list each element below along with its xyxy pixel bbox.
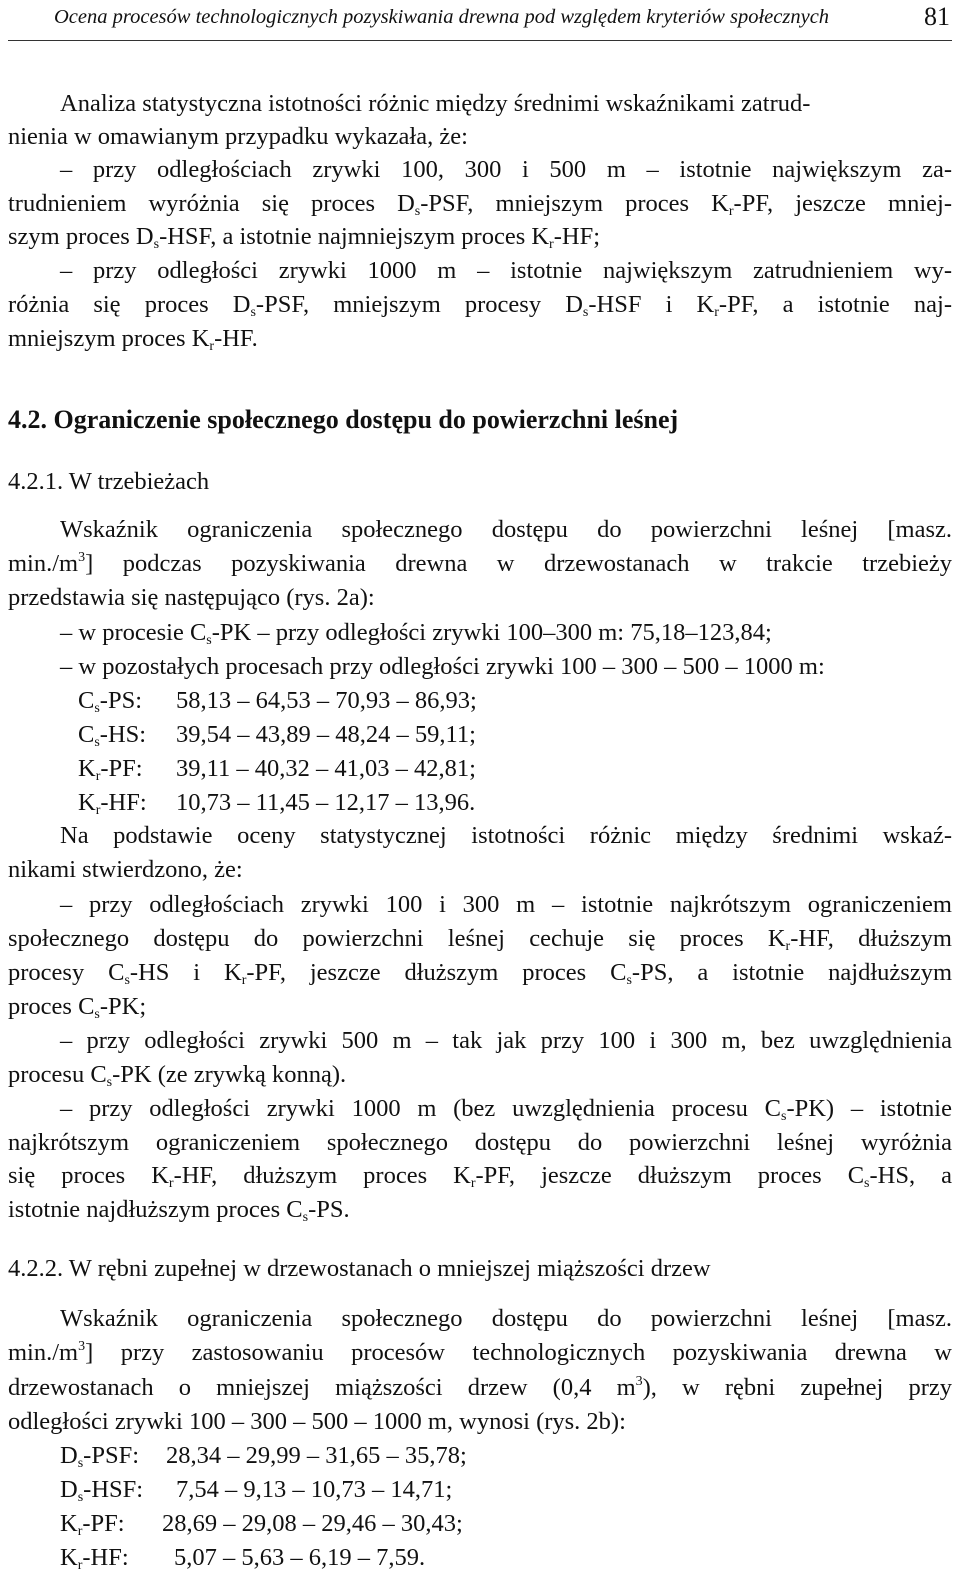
paragraph-line: – przy odległościach zrywki 100, 300 i 500 m – istotnie największym za- xyxy=(60,156,952,183)
subsection-heading: 4.2.2. W rębni zupełnej w drzewostanach o mniejszej miąższości drzew xyxy=(8,1255,711,1282)
list-item-values: 58,13 – 64,53 – 70,93 – 86,93; xyxy=(176,687,477,714)
list-item-label: $K_r-PF$: xyxy=(60,1510,125,1539)
list-item-values: 39,54 – 43,89 – 48,24 – 59,11; xyxy=(176,721,476,748)
paragraph-line: różnia się proces $D_s$-PSF, mniejszym procesy $D_s$-HSF i $K_r-PF$, a istotnie naj- xyxy=(8,291,952,320)
paragraph-line: najkrótszym ograniczeniem społecznego dostępu do powierzchni leśnej wyróżnia xyxy=(8,1129,952,1156)
paragraph-line: proces $C_s-PK$; xyxy=(8,993,147,1022)
paragraph-line: Wskaźnik ograniczenia społecznego dostępu do powierzchni leśnej [masz. xyxy=(60,1305,952,1332)
paragraph-line: – przy odległości zrywki 1000 m (bez uwzględnienia procesu $C_s-PK$) – istotnie xyxy=(60,1095,952,1124)
paragraph-line: się proces $K_r-HF$, dłuższym proces $K_r-PF$, jeszcze dłuższym proces $C_s-HS$, a xyxy=(8,1162,952,1191)
running-title: Ocena procesów technologicznych pozyskiwania drewna pod względem kryteriów społecznych xyxy=(54,6,830,28)
paragraph-line: procesu $C_s-PK$ (ze zrywką konną). xyxy=(8,1061,347,1090)
paragraph-line: Wskaźnik ograniczenia społecznego dostępu do powierzchni leśnej [masz. xyxy=(60,516,952,543)
list-item-label: $K_r-PF$: xyxy=(78,755,143,784)
paragraph-line: mniejszym proces $K_r-HF$. xyxy=(8,325,258,354)
list-item-label: $C_s-HS$: xyxy=(78,721,147,750)
paragraph-line: przedstawia się następująco (rys. 2a): xyxy=(8,584,375,611)
paragraph-line: trudnieniem wyróżnia się proces $D_s$-PSF, mniejszym proces $K_r-PF$, jeszcze mniej- xyxy=(8,190,952,219)
paragraph-line: Na podstawie oceny statystycznej istotności różnic między średnimi wskaź- xyxy=(60,822,952,849)
list-item-values: 39,11 – 40,32 – 41,03 – 42,81; xyxy=(176,755,476,782)
paragraph-line: odległości zrywki 100 – 300 – 500 – 1000 m, wynosi (rys. 2b): xyxy=(8,1408,626,1435)
paragraph-line: – przy odległości zrywki 500 m – tak jak przy 100 i 300 m, bez uwzględnienia xyxy=(60,1027,952,1054)
list-item-values: 28,69 – 29,08 – 29,46 – 30,43; xyxy=(162,1510,463,1537)
page-number: 81 xyxy=(924,2,950,31)
list-item-label: $C_s-PS$: xyxy=(78,687,143,716)
paragraph-line: – w procesie $C_s-PK$ – przy odległości zrywki 100–300 m: 75,18–123,84; xyxy=(60,619,772,648)
list-item-values: 5,07 – 5,63 – 6,19 – 7,59. xyxy=(174,1544,426,1571)
paragraph-line: $\min./m^3$] podczas pozyskiwania drewna w drzewostanach w trakcie trzebieży xyxy=(8,550,952,577)
paragraph-line: nikami stwierdzono, że: xyxy=(8,856,243,883)
section-heading: 4.2. Ograniczenie społecznego dostępu do powierzchni leśnej xyxy=(8,405,679,434)
paragraph-line: społecznego dostępu do powierzchni leśnej cechuje się proces $K_r-HF$, dłuższym xyxy=(8,925,952,954)
running-header xyxy=(8,0,952,41)
subsection-heading: 4.2.1. W trzebieżach xyxy=(8,468,210,495)
list-item-label: $D_s$-PSF: xyxy=(60,1442,139,1471)
paragraph-line: istotnie najdłuższym proces $C_s-PS$. xyxy=(8,1196,350,1225)
paragraph-line: – w pozostałych procesach przy odległości zrywki 100 – 300 – 500 – 1000 m: xyxy=(60,653,825,680)
list-item-label: $K_r-HF$: xyxy=(60,1544,129,1573)
paragraph-line: – przy odległościach zrywki 100 i 300 m – istotnie najkrótszym ograniczeniem xyxy=(60,891,952,918)
list-item-values: 7,54 – 9,13 – 10,73 – 14,71; xyxy=(176,1476,453,1503)
paragraph-line: procesy $C_s-HS$ i $K_r-PF$, jeszcze dłuższym proces $C_s-PS$, a istotnie najdłuższym xyxy=(8,959,953,988)
list-item-label: $D_s$-HSF: xyxy=(60,1476,144,1505)
list-item-values: 28,34 – 29,99 – 31,65 – 35,78; xyxy=(166,1442,467,1469)
paragraph-line: nienia w omawianym przypadku wykazała, że: xyxy=(8,123,468,150)
list-item-values: 10,73 – 11,45 – 12,17 – 13,96. xyxy=(176,789,476,816)
paragraph-line: – przy odległości zrywki 1000 m – istotnie największym zatrudnieniem wy- xyxy=(60,257,952,284)
paragraph-line: $\min./m^3$] przy zastosowaniu procesów technologicznych pozyskiwania drewna w xyxy=(8,1339,952,1366)
paragraph-line: Analiza statystyczna istotności różnic między średnimi wskaźnikami zatrud- xyxy=(60,90,811,117)
paragraph-line: drzewostanach o mniejszej miąższości drzew (0,4 $m^3$), w rębni zupełnej przy xyxy=(8,1374,952,1401)
list-item-label: $K_r-HF$: xyxy=(78,789,147,818)
paragraph-line: szym proces $D_s$-HSF, a istotnie najmniejszym proces $K_r-HF$; xyxy=(8,223,601,252)
